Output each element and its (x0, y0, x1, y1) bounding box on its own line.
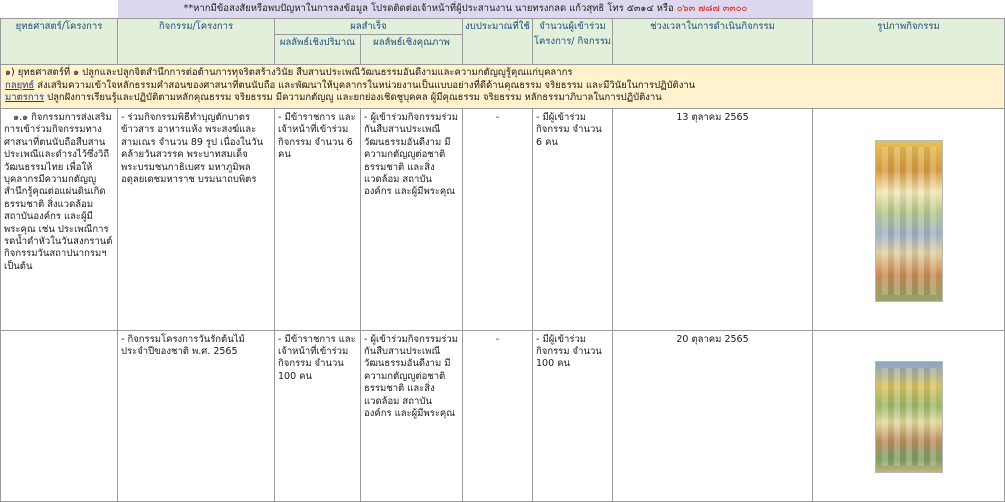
contact-notice (118, 0, 813, 18)
row-photos (813, 330, 1005, 502)
activity-table (0, 18, 1005, 502)
header-success: ผลสำเร็จ (275, 19, 463, 35)
top-right-cell (813, 0, 1005, 18)
row-photos (813, 109, 1005, 331)
row-qualitative: - ผู้เข้าร่วมกิจกรรมร่วมกันสืบสานประเพณีวัฒนธรรมอันดีงาม มีความกตัญญูต่อชาติ ธรรมชาติ และสิ่งแวดล้อม สถาบันองค์กร และผู้มีพระคุณ (361, 330, 463, 502)
header-photos: รูปภาพกิจกรรม (813, 19, 1005, 65)
row-participants: - มีผู้เข้าร่วมกิจกรรม จำนวน 100 คน (533, 330, 613, 502)
header-activity: กิจกรรม/โครงการ (118, 19, 275, 65)
strategy-line (5, 80, 1000, 93)
row-period: 20 ตุลาคม 2565 (613, 330, 813, 502)
header-qualitative: ผลลัพธ์เชิงคุณภาพ (361, 35, 463, 65)
row-strategy: ๑.๑ กิจกรรมการส่งเสริมการเข้าร่วมกิจกรรมทางศาสนาที่ตนนับถือสืบสานประเพณีและดำรงไว้ซึ่งวิถีวัฒนธรรมไทย เพื่อให้บุคลากรมีความกตัญญู สำนึกรู้คุณต่อแผ่นดินเกิด ธรรมชาติ สิ่งแวดล้อม สถาบันองค์กร และผู้มีพระคุณ เช่น ประเพณีการรดน้ำดำหัวในวันสงกรานต์ กิจกรรมวันสถาปนากรมฯ เป็นต้น (1, 109, 118, 331)
activity-photo[interactable] (875, 140, 943, 302)
measure-label: มาตรการ (5, 92, 45, 103)
corner-cell (0, 0, 119, 18)
row-period: 13 ตุลาคม 2565 (613, 109, 813, 331)
row-quantitative: - มีข้าราชการ และเจ้าหน้าที่เข้าร่วมกิจกรรม จำนวน 6 คน (275, 109, 361, 331)
row-activity: - กิจกรรมโครงการวันรักต้นไม้ประจำปีของชาติ พ.ศ. 2565 (118, 330, 275, 502)
notice-text: **หากมีข้อสงสัยหรือพบปัญหาในการลงข้อมูล โปรดติดต่อเจ้าหน้าที่ผู้ประสานงาน นายทรงกลด แก้วสุทธิ โทร ๕๓๑๔ หรือ (183, 3, 677, 14)
strategy-title: ๑) ยุทธศาสตร์ที่ ๑ ปลูกและปลูกจิตสำนึกการต่อต้านการทุจริตสร้างวินัย สืบสานประเพณีวัฒนธรรมอันดีงามและความกตัญญูรู้คุณแก่บุคลากร (5, 67, 573, 78)
row-budget: - (463, 330, 533, 502)
strategy-banner (1, 65, 1005, 109)
table-row (1, 330, 1005, 502)
header-quantitative: ผลลัพธ์เชิงปริมาณ (275, 35, 361, 65)
row-budget: - (463, 109, 533, 331)
row-qualitative: - ผู้เข้าร่วมกิจกรรมร่วมกันสืบสานประเพณีวัฒนธรรมอันดีงาม มีความกตัญญูต่อชาติ ธรรมชาติ และสิ่งแวดล้อม สถาบันองค์กร และผู้มีพระคุณ (361, 109, 463, 331)
header-period: ช่วงเวลาในการดำเนินกิจกรรม (613, 19, 813, 65)
measure-text: ปลูกฝังการเรียนรู้และปฏิบัติตามหลักคุณธรรม จริยธรรม มีความกตัญญู และยกย่องเชิดชูบุคคล ผู้มีคุณธรรม จริยธรรม หลักธรรมาภิบาลในการปฏิบัติงาน (44, 92, 662, 103)
header-budget: งบประมาณที่ใช้ (463, 19, 533, 65)
row-participants: - มีผู้เข้าร่วมกิจกรรม จำนวน 6 คน (533, 109, 613, 331)
row-activity: - ร่วมกิจกรรมพิธีทำบุญตักบาตรข้าวสาร อาหารแห้ง พระสงฆ์และสามเณร จำนวน 89 รูป เนื่องในวันคล้ายวันสวรรค พระบาทสมเด็จพระบรมชนกาธิเบศร มหาภูมิพลอดุลยเดชมหาราช บรมนาถบพิตร (118, 109, 275, 331)
strategy-text: ส่งเสริมความเข้าใจหลักธรรมคำสอนของศาสนาที่ตนนับถือ และพัฒนาให้บุคลากรในหน่วยงานเป็นแบบอย่างที่ดีด้านคุณธรรม จริยธรรม และมีวินัยในการปฏิบัติงาน (34, 79, 696, 91)
row-strategy (1, 330, 118, 502)
activity-photo[interactable] (875, 361, 943, 473)
header-strategy: ยุทธศาสตร์/โครงการ (1, 19, 118, 65)
strategy-label: กลยุทธ์ (5, 79, 35, 91)
header-participants: จำนวนผู้เข้าร่วม โครงการ/ กิจกรรม (533, 19, 613, 65)
table-row (1, 109, 1005, 331)
row-quantitative: - มีข้าราชการ และเจ้าหน้าที่เข้าร่วมกิจกรรม จำนวน 100 คน (275, 330, 361, 502)
notice-phone: ๐๖๓ ๗๘๗ ๓๓๐๐ (676, 3, 748, 14)
measure-line (5, 92, 1000, 105)
